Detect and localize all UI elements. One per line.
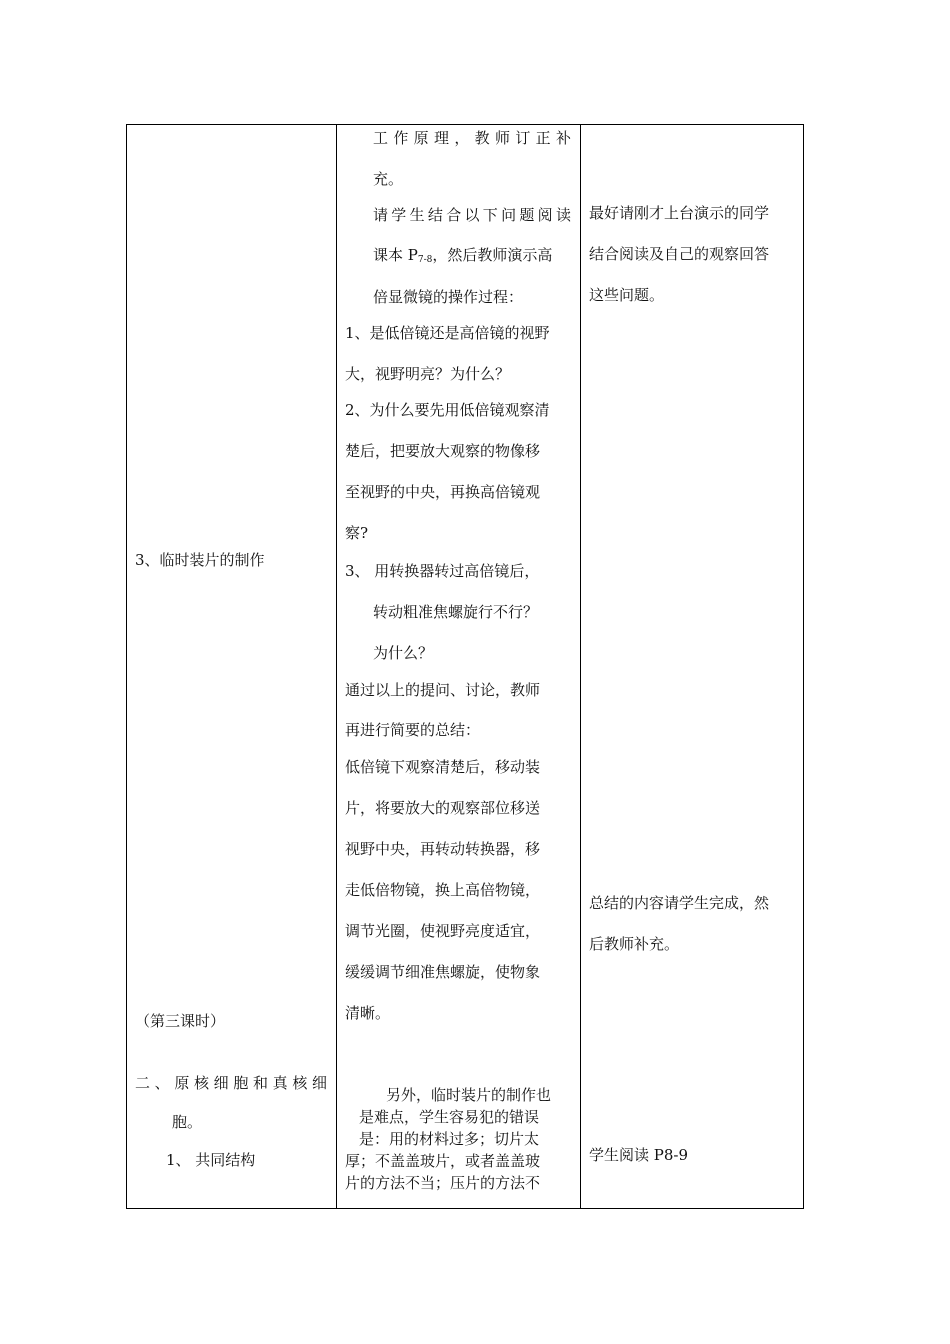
question-3-cont: 转动粗准焦螺旋行不行？ (373, 603, 539, 621)
question-1-cont: 大，视野明亮？为什么？ (345, 365, 511, 383)
section-2-heading-cont: 胞。 (172, 1113, 203, 1131)
difficulty-note: 另外，临时装片的制作也 (386, 1086, 552, 1104)
summary-intro: 通过以上的提问、讨论，教师 (345, 681, 541, 699)
difficulty-note: 是难点，学生容易犯的错误 (359, 1108, 540, 1126)
cell-text-line: 充。 (373, 170, 404, 188)
question-1: 1、是低倍镜还是高倍镜的视野 (345, 324, 550, 342)
summary-intro-cont: 再进行简要的总结： (345, 721, 481, 739)
question-2-cont: 楚后，把要放大观察的物像移 (345, 442, 541, 460)
teaching-note: 这些问题。 (589, 286, 665, 304)
section-2-heading: 二、原核细胞和真核细 (135, 1074, 327, 1092)
question-3: 3、 用转换器转过高倍镜后， (345, 562, 540, 580)
column-divider (336, 125, 337, 1208)
summary-text: 低倍镜下观察清楚后，移动装 (345, 758, 541, 776)
question-2: 2、为什么要先用低倍镜观察清 (345, 401, 550, 419)
teaching-note: 最好请刚才上台演示的同学 (589, 204, 770, 222)
question-2-cont: 察? (345, 524, 369, 542)
summary-text: 视野中央，再转动转换器，移 (345, 840, 541, 858)
teaching-note: 总结的内容请学生完成，然 (589, 894, 770, 912)
summary-text: 调节光圈，使视野亮度适宜， (345, 922, 541, 940)
question-3-cont: 为什么？ (373, 644, 434, 662)
question-2-cont: 至视野的中央，再换高倍镜观 (345, 483, 541, 501)
cell-text-line: 倍显微镜的操作过程： (373, 288, 524, 306)
teaching-note: 学生阅读 P8-9 (589, 1146, 689, 1164)
difficulty-note: 片的方法不当；压片的方法不 (345, 1174, 541, 1192)
section-3-heading: 3、临时装片的制作 (135, 551, 265, 569)
cell-text-line: 请学生结合以下问题阅读 (373, 206, 571, 224)
summary-text: 走低倍物镜，换上高倍物镜， (345, 881, 541, 899)
difficulty-note: 是：用的材料过多；切片太 (359, 1130, 540, 1148)
cell-text-line: 工作原理，教师订正补 (373, 129, 571, 147)
cell-text-line: 课本 $P_{7-8}$，然后教师演示高 (373, 246, 553, 265)
summary-text: 片，将要放大的观察部位移送 (345, 799, 541, 817)
teaching-note: 结合阅读及自己的观察回答 (589, 245, 770, 263)
difficulty-note: 厚；不盖盖玻片，或者盖盖玻 (345, 1152, 541, 1170)
teaching-note: 后教师补充。 (589, 935, 680, 953)
lesson-plan-table (126, 124, 804, 1209)
column-divider (580, 125, 581, 1208)
lesson-3-label: （第三课时） (135, 1012, 226, 1030)
summary-text: 清晰。 (345, 1004, 391, 1022)
subsection-1-heading: 1、 共同结构 (166, 1151, 256, 1169)
summary-text: 缓缓调节细准焦螺旋，使物象 (345, 963, 541, 981)
